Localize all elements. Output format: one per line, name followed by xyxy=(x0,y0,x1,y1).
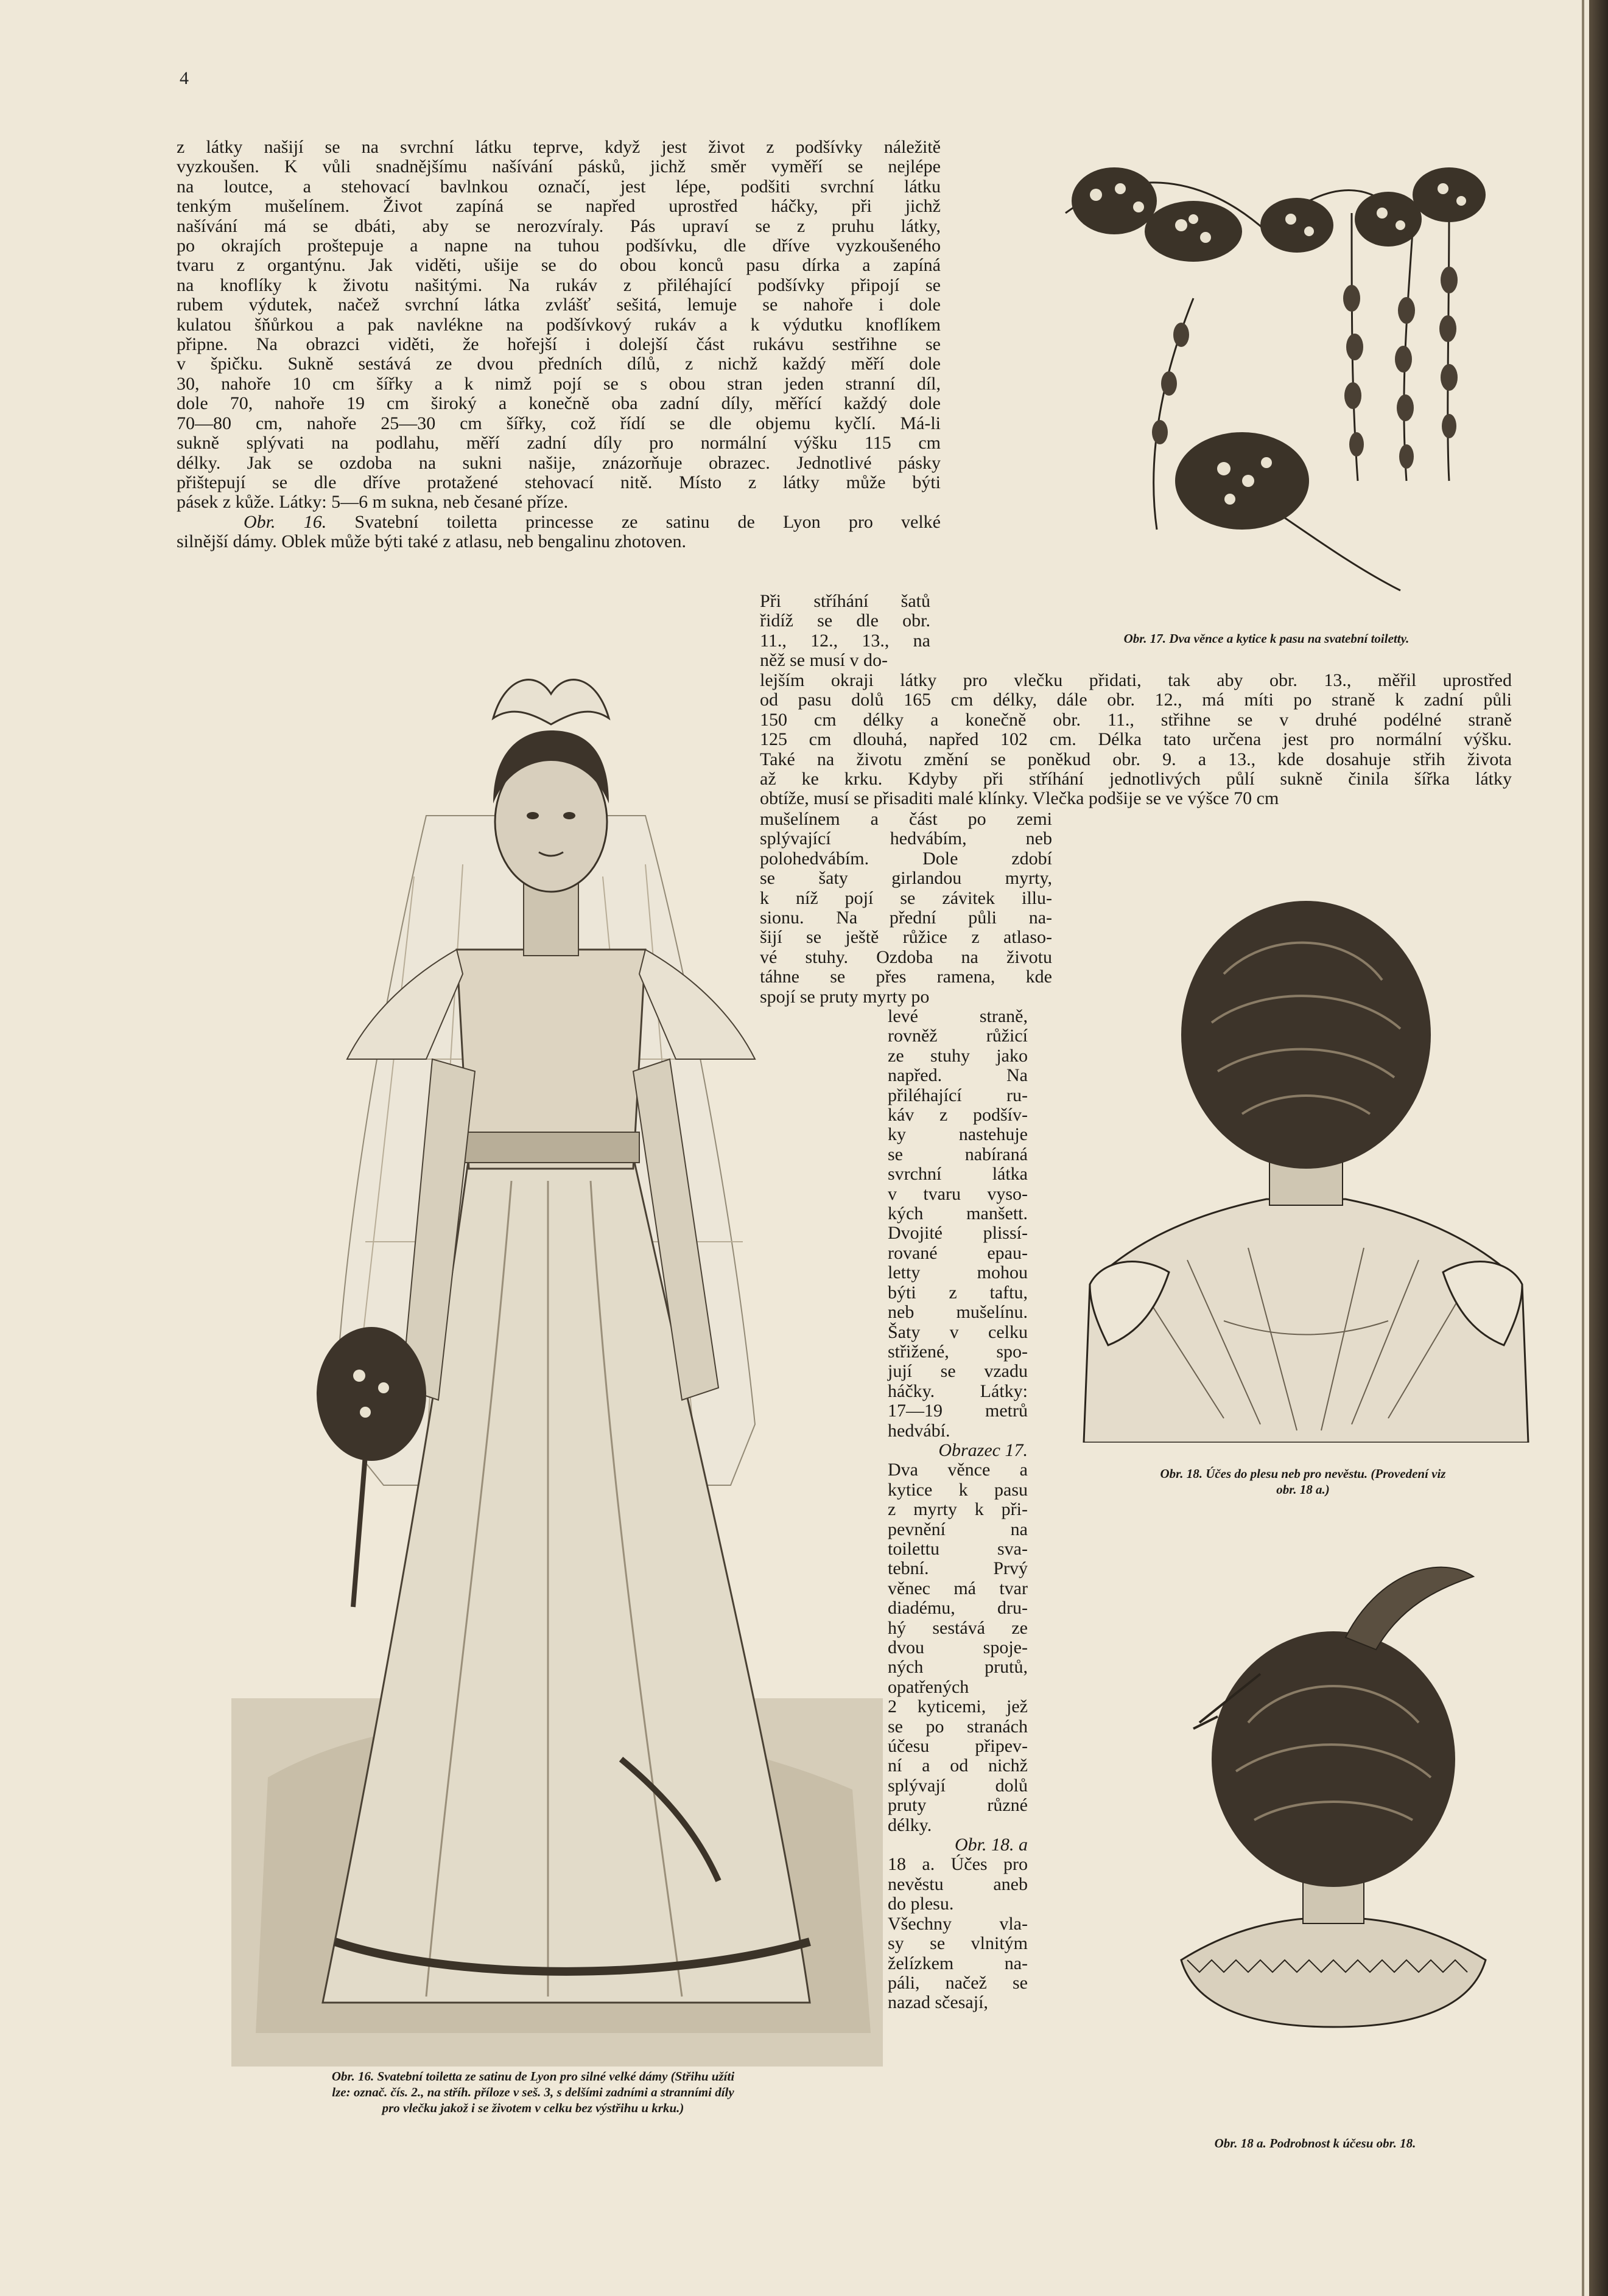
text-line: sionu. Na přední půli na- xyxy=(760,908,1052,928)
text-line: střižené, spo- xyxy=(888,1341,1028,1362)
text-line: spojí se pruty myrty po xyxy=(760,986,930,1007)
hairstyle-back-illustration xyxy=(1066,895,1547,1443)
caption-obr17: Obr. 17. Dva věnce a kytice k pasu na svatební toiletty. xyxy=(1123,631,1410,646)
text-line: letty mohou xyxy=(888,1262,1028,1283)
bride-illustration xyxy=(231,633,883,2067)
text-line: 125 cm dlouhá, napřed 102 cm. Délka tato určena jest pro normální výšku. xyxy=(760,729,1512,750)
text-line: 17—19 metrů xyxy=(888,1401,1028,1421)
figure-18-hairstyle xyxy=(1066,895,1547,1443)
body-text-column-b xyxy=(888,1007,1028,2013)
text-line: ní a od nichž xyxy=(888,1755,1028,1776)
text-line: obtíže, musí se přisaditi malé klínky. Vlečka podšije se ve výšce 70 cm xyxy=(760,788,1279,809)
caption-obr16-line3: pro vlečku jakož i se životem v celku bez výstřihu u krku.) xyxy=(382,2101,684,2115)
text-line: našívání má se dbáti, aby se nerozvíraly. Pás upraví se z pruhu látky, xyxy=(177,215,941,236)
text-line: z myrty k při- xyxy=(888,1499,1028,1520)
text-line: levé straně, xyxy=(888,1006,1028,1026)
text-line: háčky. Látky: xyxy=(888,1381,1028,1401)
text-line: kých manšett. xyxy=(888,1203,1028,1224)
text-line: účesu připev- xyxy=(888,1736,1028,1757)
text-line: pásek z kůže. Látky: 5—6 m sukna, neb česané příze. xyxy=(177,492,569,513)
text-line: tenkým mušelínem. Život zapíná se napřed uprostřed háčky, při jichž xyxy=(177,196,941,217)
text-line: z látky našijí se na svrchní látku teprve, když jest život z podšívky náležitě xyxy=(177,137,941,157)
text-line: něž se musí v do- xyxy=(760,650,888,671)
text-line: na knoflíky k životu našitými. Na rukáv z přiléhající podšívky připojí se xyxy=(177,275,941,295)
obr16-label: Obr. 16. xyxy=(244,512,327,532)
text-line: tební. Prvý xyxy=(888,1558,1028,1579)
text-line: polohedvábím. Dole zdobí xyxy=(760,848,1052,869)
text-line: délky. Jak se ozdoba na sukni našije, znázorňuje obrazec. Jednotlivé pásky xyxy=(177,452,941,473)
text-line: dole 70, nahoře 19 cm široký a konečně oba zadní díly, měřící každý dole xyxy=(177,393,941,414)
text-line: 2 kyticemi, jež xyxy=(888,1696,1028,1717)
text-line: Při stříhání šatů xyxy=(760,591,930,611)
text-line: sukně splývati na podlahu, měří zadní díly pro normální výšku 115 cm xyxy=(177,433,941,453)
text-line: Obrazec 17. xyxy=(938,1440,1028,1460)
text-line: sy se vlnitým xyxy=(888,1933,1028,1954)
text-line: Všechny vla- xyxy=(888,1913,1028,1934)
caption-obr18-line1: Obr. 18. Účes do plesu neb pro nevěstu. (Provedení viz xyxy=(1160,1466,1446,1481)
text-line: se šaty girlandou myrty, xyxy=(760,868,1052,889)
text-line: táhne se přes ramena, kde xyxy=(760,967,1052,987)
caption-obr16-line2: lze: označ. čís. 2., na stříh. příloze v seš. 3, s delšími zadními a stranními díly xyxy=(332,2085,734,2099)
text-line: napřed. Na xyxy=(888,1065,1028,1086)
text-line: Dva věnce a xyxy=(888,1460,1028,1480)
text-line: až ke krku. Kdyby při stříhání jednotlivých půlí sukně činila šířka látky xyxy=(760,769,1512,789)
text-line: 150 cm délky a konečně obr. 11., střihne se v druhé podélné straně xyxy=(760,709,1512,730)
text-line: Šaty v celku xyxy=(888,1321,1028,1342)
text-line: vyzkoušen. K vůli snadnějšímu našívání pásků, jichž směr vyměří se nejlépe xyxy=(177,156,941,177)
figure-18a-hair-detail xyxy=(1145,1540,1522,2057)
text-line: k níž pojí se závitek illu- xyxy=(760,887,1052,908)
text-line: ky nastehuje xyxy=(888,1124,1028,1145)
body-text-top xyxy=(177,138,941,513)
text-line: vé stuhy. Ozdoba na životu xyxy=(760,947,1052,967)
hairstyle-detail-illustration xyxy=(1145,1540,1522,2057)
text-line: do plesu. xyxy=(888,1894,954,1914)
text-line: rované epau- xyxy=(888,1242,1028,1263)
text-line: ných prutů, xyxy=(888,1657,1028,1678)
text-line: rubem výdutek, načež svrchní látka zvlášť sešitá, lemuje se nahoře i dole xyxy=(177,295,941,315)
text-line: splývají dolů xyxy=(888,1775,1028,1796)
text-line: dvou spoje- xyxy=(888,1637,1028,1657)
text-line: káv z podšív- xyxy=(888,1105,1028,1125)
text-line: mušelínem a část po zemi xyxy=(760,809,1052,829)
figure-17-wreaths xyxy=(1011,140,1547,621)
obr16-intro-line2: silnější dámy. Oblek může býti také z atlasu, neb bengalinu zhotoven. xyxy=(177,531,686,552)
caption-obr16-line1: Obr. 16. Svatební toiletta ze satinu de Lyon pro silné velké dámy (Střihu užíti xyxy=(331,2069,735,2084)
text-line: na loutce, a stehovací bavlnkou označí, jest lépe, podšiti svrchní látku xyxy=(177,176,941,197)
wreath-illustration xyxy=(1011,140,1547,621)
text-line: diadému, dru- xyxy=(888,1598,1028,1619)
text-line: býti z taftu, xyxy=(888,1282,1028,1303)
book-binding xyxy=(1589,0,1608,2296)
text-line: neb mušelínu. xyxy=(888,1302,1028,1323)
text-line: jují se vzadu xyxy=(888,1361,1028,1382)
text-line: 11., 12., 13., na xyxy=(760,630,930,651)
text-line: hý sestává ze xyxy=(888,1617,1028,1638)
text-line: se po stranách xyxy=(888,1716,1028,1737)
text-line: se nabíraná xyxy=(888,1144,1028,1164)
caption-obr18a: Obr. 18 a. Podrobnost k účesu obr. 18. xyxy=(1214,2136,1416,2151)
text-line: splývající hedvábím, neb xyxy=(760,828,1052,849)
obr16-intro: Obr. 16. Svatební toiletta princesse ze satinu de Lyon pro velké silnější dámy. Oblek může býti také z atlasu, neb bengalinu zhotoven. xyxy=(177,512,941,552)
text-line: délky. xyxy=(888,1815,932,1835)
text-line: v špičku. Sukně sestává ze dvou předních dílů, z nichž každý měří dole xyxy=(177,354,941,374)
text-line: věnec má tvar xyxy=(888,1578,1028,1598)
text-line: opatřených xyxy=(888,1676,969,1697)
text-line: přištepují se dle dříve protažené stehovací nitě. Místo z látky může býti xyxy=(177,472,941,492)
text-line: od pasu dolů 165 cm délky, dále obr. 12., má míti po straně k zadní půli xyxy=(760,690,1512,710)
text-line: ze stuhy jako xyxy=(888,1045,1028,1066)
text-line: nevěstu aneb xyxy=(888,1874,1028,1894)
text-line: přiléhající ru- xyxy=(888,1085,1028,1105)
caption-obr18-line2: obr. 18 a.) xyxy=(1276,1482,1330,1497)
text-line: po okrajích proštepuje a napne na tuhou podšívku, dle dříve vyzkoušeného xyxy=(177,236,941,256)
figure-16-bride xyxy=(231,633,883,2067)
text-line: svrchní látka xyxy=(888,1164,1028,1185)
page-edge-rule xyxy=(1582,0,1584,2296)
page-number: 4 xyxy=(180,68,189,88)
text-line: pevnění na xyxy=(888,1519,1028,1539)
text-line: kulatou šňůrkou a pak navlékne na podšívkový rukáv a k výdutku knoflíkem xyxy=(177,314,941,335)
text-line: toilettu sva- xyxy=(888,1538,1028,1559)
text-line: kytice k pasu xyxy=(888,1479,1028,1500)
text-line: připne. Na obrazci viděti, že hořejší i dolejší část rukávu sestřihne se xyxy=(177,334,941,355)
text-line: lejším okraji látky pro vlečku přidati, tak aby obr. 13., měřil uprostřed xyxy=(760,670,1512,690)
text-line: Obr. 18. a xyxy=(954,1835,1028,1855)
text-line: 18 a. Účes pro xyxy=(888,1854,1028,1875)
text-line: 30, nahoře 10 cm šířky a k nimž pojí se s obou stran jeden stranní díl, xyxy=(177,373,941,394)
text-line: pruty různé xyxy=(888,1795,1028,1816)
text-line: tvaru z organtýnu. Jak viděti, ušije se do obou konců pasu dírka a zapíná xyxy=(177,255,941,276)
text-line: páli, načež se xyxy=(888,1972,1028,1993)
text-line: rovněž růžicí xyxy=(888,1026,1028,1046)
text-line: Dvojité plissí- xyxy=(888,1223,1028,1244)
text-line: hedvábí. xyxy=(888,1420,950,1441)
text-line: 70—80 cm, nahoře 25—30 cm šířky, což řídí se dle objemu kyčlí. Má-li xyxy=(177,413,941,433)
text-line: šijí se ještě růžice z atlaso- xyxy=(760,927,1052,948)
text-line: nazad sčesají, xyxy=(888,1992,988,2013)
text-line: řidíž se dle obr. xyxy=(760,611,930,631)
text-line: Také na životu změní se poněkud obr. 9. a 13., kde dosahuje střih života xyxy=(760,749,1512,769)
text-line: želízkem na- xyxy=(888,1953,1028,1973)
text-line: v tvaru vyso- xyxy=(888,1183,1028,1204)
